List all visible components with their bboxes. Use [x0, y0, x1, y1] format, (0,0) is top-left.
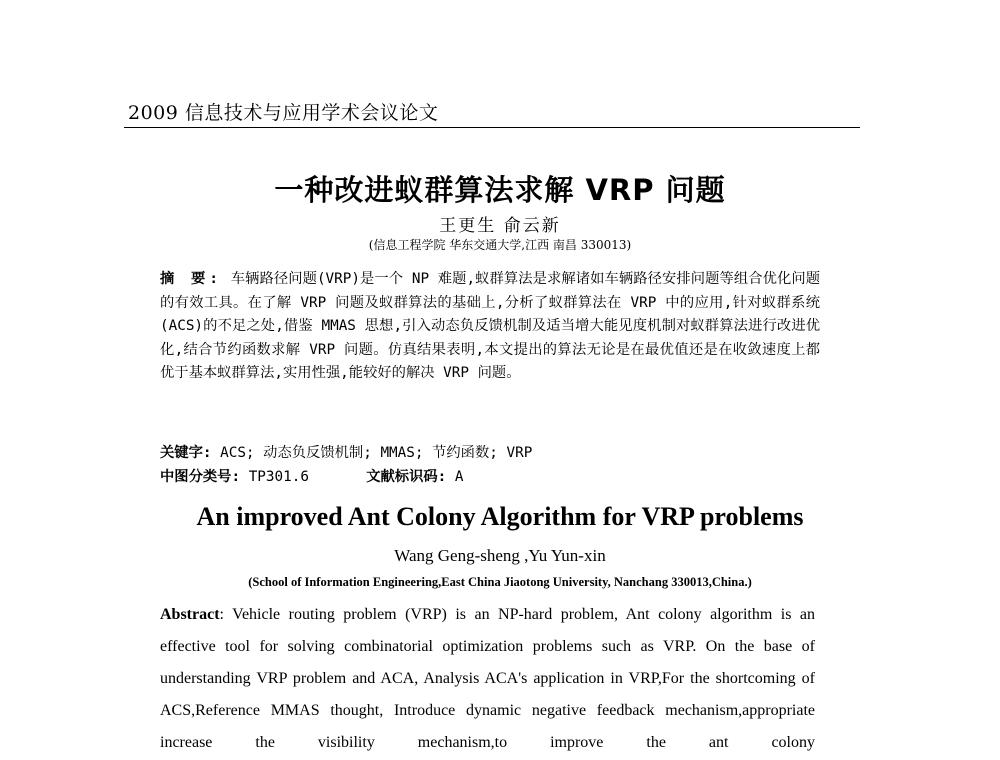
chinese-abstract-text: 车辆路径问题(VRP)是一个 NP 难题,蚁群算法是求解诸如车辆路径安排问题等组合优化问题的有效工具。在了解 VRP 问题及蚁群算法的基础上,分析了蚁群算法在 VRP 中的应用,针对蚁群系统(ACS)的不足之处,借鉴 MMAS 思想,引入动态负反馈机制及适当增大能见度机制对蚁群算法进行改进优化,结合节约函数求解 VRP 问题。仿真结果表明,本文提出的算法无论是在最优值还是在收敛速度上都优于基本蚁群算法,实用性强,能较好的解决 VRP 问题。	[160, 271, 820, 381]
english-abstract	[160, 599, 815, 759]
keywords-text: ACS; 动态负反馈机制; MMAS; 节约函数; VRP	[220, 445, 533, 461]
keywords-label: 关键字:	[160, 445, 212, 461]
chinese-abstract	[160, 268, 820, 386]
classification-line	[160, 466, 464, 486]
doc-code-label: 文献标识码:	[366, 469, 447, 485]
english-affiliation: (School of Information Engineering,East China Jiaotong University, Nanchang 330013,China.)	[248, 575, 752, 589]
doc-code-value: A	[454, 469, 464, 485]
chinese-title: 一种改进蚁群算法求解 VRP 问题	[274, 173, 726, 207]
english-title: An improved Ant Colony Algorithm for VRP problems	[196, 502, 804, 531]
chinese-affiliation: (信息工程学院 华东交通大学,江西 南昌 330013)	[368, 238, 632, 252]
chinese-authors: 王更生 俞云新	[439, 216, 561, 236]
english-abstract-text: : Vehicle routing problem (VRP) is an NP-hard problem, Ant colony algorithm is an effective tool for solving combinatorial optimization problems such as VRP. On the base of understanding VRP problem and ACA, Analysis ACA's application in VRP,For the shortcoming of ACS,Reference MMAS thought, Introduce dynamic negative feedback mechanism,appropriate increase the visibility mechanism,to improve the ant colony	[160, 606, 815, 751]
english-abstract-label: Abstract	[160, 606, 220, 623]
classification-value: TP301.6	[248, 469, 309, 485]
header-rule	[124, 127, 860, 128]
english-authors: Wang Geng-sheng ,Yu Yun-xin	[394, 546, 606, 565]
chinese-keywords	[160, 442, 532, 462]
classification-label: 中图分类号:	[160, 469, 241, 485]
chinese-abstract-label: 摘 要:	[160, 271, 223, 287]
running-header: 2009 信息技术与应用学术会议论文	[128, 102, 439, 124]
